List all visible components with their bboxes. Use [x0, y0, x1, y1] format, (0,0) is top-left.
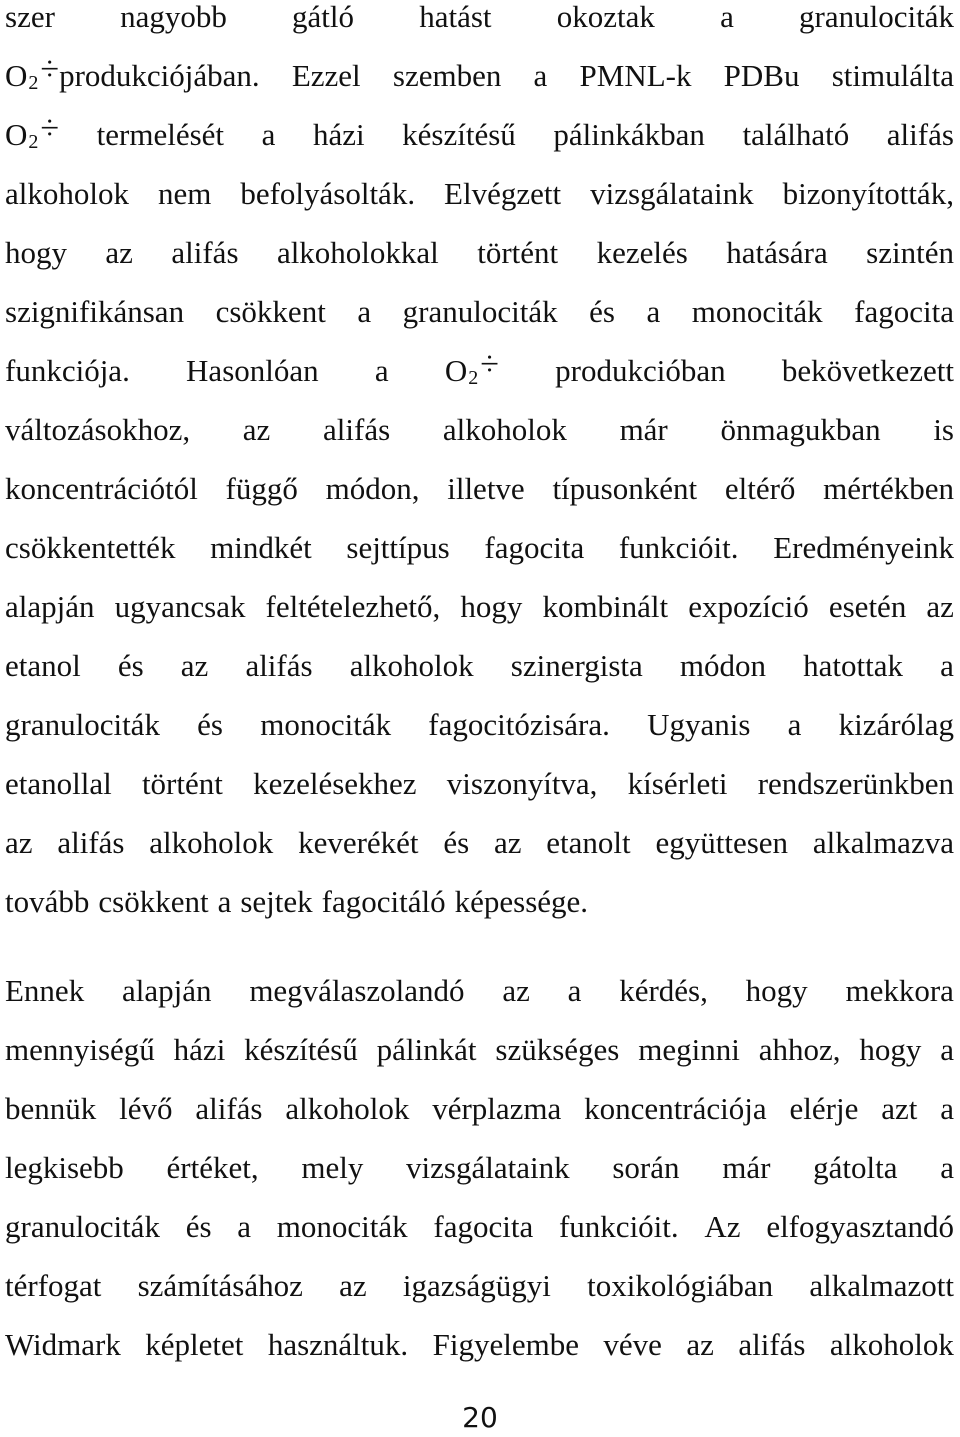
text-line: alkoholok nem befolyásolták. Elvégzett vizsgálataink bizonyították,	[5, 176, 954, 211]
text-line: funkciója. Hasonlóan a O 2 ÷ produkcióban bekövetkezett	[5, 349, 954, 393]
text-line: mennyiségű házi készítésű pálinkát szükséges meginni ahhoz, hogy a	[5, 1032, 954, 1067]
text-line: tovább csökkent a sejtek fagocitáló képessége.	[5, 884, 589, 919]
text-line: etanollal történt kezelésekhez viszonyítva, kísérleti rendszerünkben	[5, 766, 954, 801]
text-line: az alifás alkoholok keverékét és az etanolt együttesen alkalmazva	[5, 825, 954, 860]
text-line: csökkentették mindkét sejttípus fagocita funkcióit. Eredményeink	[5, 530, 954, 565]
text-line: szer nagyobb gátló hatást okoztak a granulociták	[5, 0, 954, 34]
text-line: O 2 ÷ termelését a házi készítésű pálinkákban található alifás	[5, 113, 954, 157]
superoxide-formula: O 2 ÷	[5, 110, 60, 153]
text-line: Widmark képletet használtuk. Figyelembe véve az alifás alkoholok	[5, 1327, 954, 1362]
text-line: legkisebb értéket, mely vizsgálataink során már gátolta a	[5, 1150, 954, 1185]
text-line: koncentrációtól függő módon, illetve típusonként eltérő mértékben	[5, 471, 954, 506]
text-line: granulociták és a monociták fagocita funkcióit. Az elfogyasztandó	[5, 1209, 954, 1244]
text-line: etanol és az alifás alkoholok szinergista módon hatottak a	[5, 648, 954, 683]
text-line: hogy az alifás alkoholokkal történt kezelés hatására szintén	[5, 235, 954, 270]
text-line: Ennek alapján megválaszolandó az a kérdés, hogy mekkora	[5, 973, 954, 1008]
superoxide-formula: O 2 ÷	[444, 346, 499, 389]
page-number: 20	[462, 1401, 498, 1434]
text-line: szignifikánsan csökkent a granulociták és a monociták fagocita	[5, 294, 954, 329]
text-line: granulociták és monociták fagocitózisára. Ugyanis a kizárólag	[5, 707, 954, 742]
text-line: O 2 ÷ produkciójában. Ezzel szemben a PMNL-k PDBu stimulálta	[5, 54, 954, 98]
text-line: változásokhoz, az alifás alkoholok már önmagukban is	[5, 412, 954, 447]
text-line: térfogat számításához az igazságügyi toxikológiában alkalmazott	[5, 1268, 954, 1303]
superoxide-formula: O 2 ÷ produkciójában.	[5, 51, 260, 94]
text-line: bennük lévő alifás alkoholok vérplazma koncentrációja elérje azt a	[5, 1091, 954, 1126]
text-line: alapján ugyancsak feltételezhető, hogy kombinált expozíció esetén az	[5, 589, 954, 624]
